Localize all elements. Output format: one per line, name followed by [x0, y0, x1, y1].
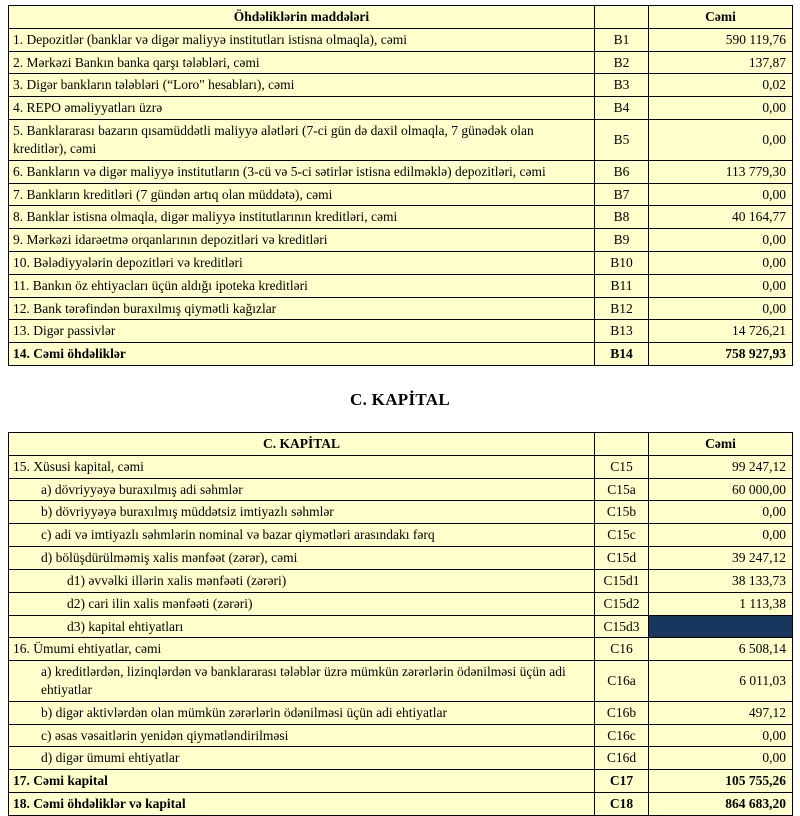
table-row — [9, 97, 793, 120]
row-code: C16 — [595, 638, 649, 661]
row-label: 15. Xüsusi kapital, cəmi — [9, 455, 595, 478]
row-code: B11 — [595, 274, 649, 297]
row-code: C15 — [595, 455, 649, 478]
capital-header-row — [9, 433, 793, 456]
row-label: 16. Ümumi ehtiyatlar, cəmi — [9, 638, 595, 661]
table-row — [9, 747, 793, 770]
row-value: 864 683,20 — [649, 793, 793, 816]
table-row — [9, 206, 793, 229]
table-row — [9, 251, 793, 274]
table-row — [9, 569, 793, 592]
capital-header-title: C. KAPİTAL — [9, 433, 595, 456]
row-code: B4 — [595, 97, 649, 120]
row-label: c) əsas vəsaitlərin yenidən qiymətləndirilməsi — [9, 724, 595, 747]
row-value: 38 133,73 — [649, 569, 793, 592]
table-row — [9, 615, 793, 638]
row-value: 497,12 — [649, 701, 793, 724]
table-row — [9, 701, 793, 724]
row-code: C15d1 — [595, 569, 649, 592]
table-row — [9, 160, 793, 183]
row-value: 0,00 — [649, 747, 793, 770]
table-row — [9, 229, 793, 252]
row-value: 0,00 — [649, 97, 793, 120]
table-row-total-capital — [9, 770, 793, 793]
row-value: 6 508,14 — [649, 638, 793, 661]
row-code: C16b — [595, 701, 649, 724]
row-value: 14 726,21 — [649, 320, 793, 343]
row-code: B3 — [595, 74, 649, 97]
row-label: 13. Digər passivlər — [9, 320, 595, 343]
row-value: 40 164,77 — [649, 206, 793, 229]
table-row — [9, 724, 793, 747]
row-value: 0,00 — [649, 501, 793, 524]
row-value: 0,02 — [649, 74, 793, 97]
table-row — [9, 478, 793, 501]
row-value: 6 011,03 — [649, 661, 793, 702]
row-code: C15d3 — [595, 615, 649, 638]
liabilities-header-row — [9, 6, 793, 29]
row-label: a) kreditlərdən, lizinqlərdən və banklararası tələblər üzrə mümkün zərərlərin ödənilməsi üçün adi ehtiyatlar — [9, 661, 595, 702]
row-label: 10. Bələdiyyələrin depozitləri və kreditləri — [9, 251, 595, 274]
row-value: 0,00 — [649, 229, 793, 252]
liabilities-table — [8, 5, 793, 366]
table-row-total-liabilities — [9, 343, 793, 366]
row-code: B6 — [595, 160, 649, 183]
table-row — [9, 638, 793, 661]
table-row — [9, 51, 793, 74]
row-label: 11. Bankın öz ehtiyacları üçün aldığı ipoteka kreditləri — [9, 274, 595, 297]
row-label: b) digər aktivlərdən olan mümkün zərərlərin ödənilməsi üçün adi ehtiyatlar — [9, 701, 595, 724]
table-row — [9, 320, 793, 343]
row-code: B13 — [595, 320, 649, 343]
capital-header-code — [595, 433, 649, 456]
row-label: d3) kapital ehtiyatları — [9, 615, 595, 638]
table-row — [9, 501, 793, 524]
row-value: 0,00 — [649, 183, 793, 206]
table-row — [9, 524, 793, 547]
row-code: B9 — [595, 229, 649, 252]
row-value: 0,00 — [649, 724, 793, 747]
row-value: 39 247,12 — [649, 547, 793, 570]
table-row — [9, 120, 793, 161]
row-code: B8 — [595, 206, 649, 229]
row-label: a) dövriyyəyə buraxılmış adi səhmlər — [9, 478, 595, 501]
row-label: 5. Banklararası bazarın qısamüddətli maliyyə alətləri (7-ci gün də daxil olmaqla, 7 günədək olan kreditlər), cəmi — [9, 120, 595, 161]
table-row — [9, 455, 793, 478]
row-value: 0,00 — [649, 274, 793, 297]
row-value: 1 113,38 — [649, 592, 793, 615]
row-value: 113 779,30 — [649, 160, 793, 183]
row-label: 17. Cəmi kapital — [9, 770, 595, 793]
row-code: B1 — [595, 28, 649, 51]
row-value: 0,00 — [649, 297, 793, 320]
row-value: 99 247,12 — [649, 455, 793, 478]
row-label: b) dövriyyəyə buraxılmış müddətsiz imtiyazlı səhmlər — [9, 501, 595, 524]
row-code: B14 — [595, 343, 649, 366]
row-label: 2. Mərkəzi Bankın banka qarşı tələbləri, cəmi — [9, 51, 595, 74]
row-label: d2) cari ilin xalis mənfəəti (zərəri) — [9, 592, 595, 615]
row-label: d) bölüşdürülməmiş xalis mənfəət (zərər), cəmi — [9, 547, 595, 570]
row-code: B12 — [595, 297, 649, 320]
liabilities-header-total: Cəmi — [649, 6, 793, 29]
row-label: d1) əvvəlki illərin xalis mənfəəti (zərəri) — [9, 569, 595, 592]
row-code: C15a — [595, 478, 649, 501]
row-label: 6. Bankların və digər maliyyə institutların (3-cü və 5-ci sətirlər istisna edilməklə) depozitləri, cəmi — [9, 160, 595, 183]
table-row — [9, 547, 793, 570]
table-row — [9, 274, 793, 297]
highlighted-cell — [649, 615, 793, 638]
row-code: B5 — [595, 120, 649, 161]
row-code: B10 — [595, 251, 649, 274]
section-title-kapital: C. KAPİTAL — [350, 390, 450, 409]
row-code: C17 — [595, 770, 649, 793]
row-code: C15d2 — [595, 592, 649, 615]
row-value: 105 755,26 — [649, 770, 793, 793]
row-label: 18. Cəmi öhdəliklər və kapital — [9, 793, 595, 816]
row-label: 1. Depozitlər (banklar və digər maliyyə institutları istisna olmaqla), cəmi — [9, 28, 595, 51]
row-value: 0,00 — [649, 120, 793, 161]
liabilities-header-title: Öhdəliklərin maddələri — [9, 6, 595, 29]
row-label: 7. Bankların kreditləri (7 gündən artıq olan müddətə), cəmi — [9, 183, 595, 206]
row-code: B7 — [595, 183, 649, 206]
capital-table — [8, 432, 793, 816]
row-code: C15c — [595, 524, 649, 547]
row-code: C15b — [595, 501, 649, 524]
row-code: C18 — [595, 793, 649, 816]
row-value: 590 119,76 — [649, 28, 793, 51]
row-code: B2 — [595, 51, 649, 74]
row-code: C16d — [595, 747, 649, 770]
row-label: 3. Digər bankların tələbləri (“Loro" hesabları), cəmi — [9, 74, 595, 97]
table-row — [9, 28, 793, 51]
table-row-total-liabilities-and-capital — [9, 793, 793, 816]
row-value: 0,00 — [649, 251, 793, 274]
row-value: 758 927,93 — [649, 343, 793, 366]
row-code: C16c — [595, 724, 649, 747]
row-code: C15d — [595, 547, 649, 570]
row-label: c) adi və imtiyazlı səhmlərin nominal və bazar qiymətləri arasındakı fərq — [9, 524, 595, 547]
table-row — [9, 74, 793, 97]
row-label: 8. Banklar istisna olmaqla, digər maliyyə institutlarının kreditləri, cəmi — [9, 206, 595, 229]
capital-header-total: Cəmi — [649, 433, 793, 456]
row-code: C16a — [595, 661, 649, 702]
row-label: 4. REPO əməliyyatları üzrə — [9, 97, 595, 120]
table-row — [9, 661, 793, 702]
table-row — [9, 183, 793, 206]
row-label: 12. Bank tərəfindən buraxılmış qiymətli kağızlar — [9, 297, 595, 320]
table-row — [9, 297, 793, 320]
row-label: 14. Cəmi öhdəliklər — [9, 343, 595, 366]
liabilities-header-code — [595, 6, 649, 29]
table-row — [9, 592, 793, 615]
row-value: 0,00 — [649, 524, 793, 547]
row-value: 60 000,00 — [649, 478, 793, 501]
row-label: 9. Mərkəzi idarəetmə orqanlarının depozitləri və kreditləri — [9, 229, 595, 252]
row-label: d) digər ümumi ehtiyatlar — [9, 747, 595, 770]
row-value: 137,87 — [649, 51, 793, 74]
